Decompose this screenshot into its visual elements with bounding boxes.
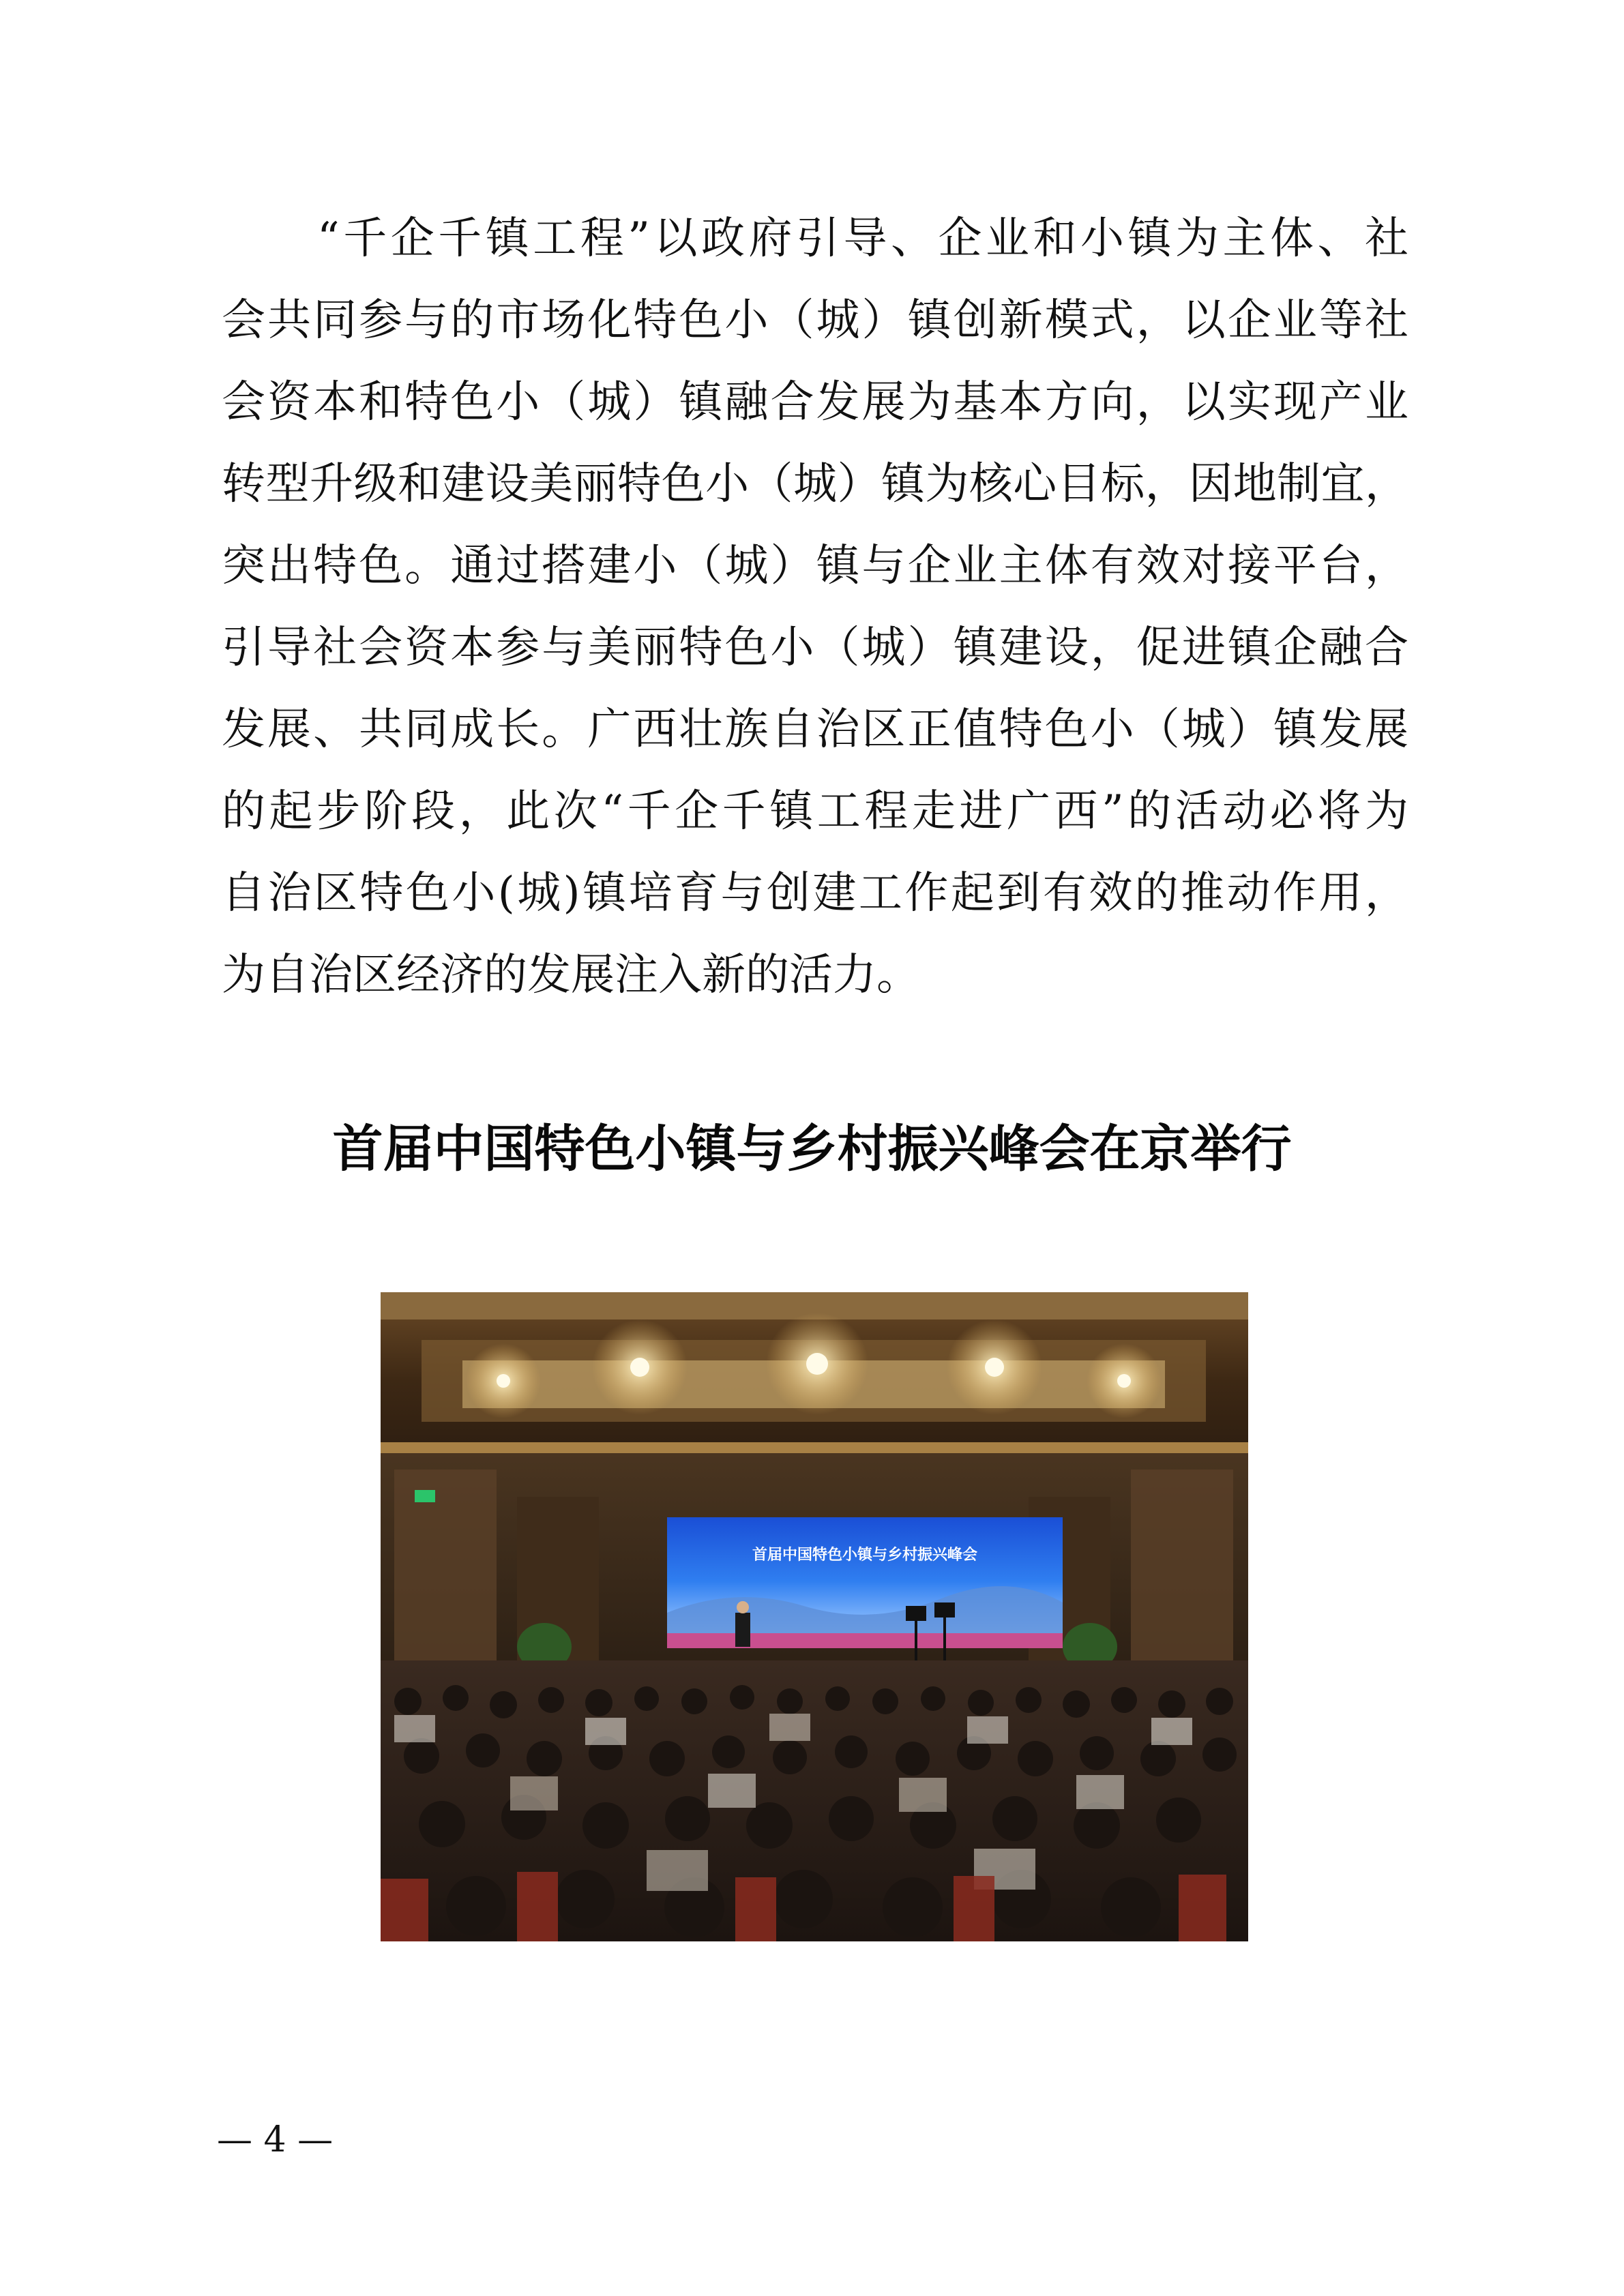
paragraph-line: 自治区特色小(城)镇培育与创建工作起到有效的推动作用，	[222, 868, 1408, 919]
paragraph-line: 的起步阶段，此次“千企千镇工程走进广西”的活动必将为	[222, 786, 1408, 837]
paragraph-line: “千企千镇工程”以政府引导、企业和小镇为主体、社	[317, 213, 1408, 264]
paragraph-line: 发展、共同成长。广西壮族自治区正值特色小（城）镇发展	[222, 704, 1408, 755]
paragraph-line: 引导社会资本参与美丽特色小（城）镇建设，促进镇企融合	[222, 623, 1408, 673]
paragraph-line: 为自治区经济的发展注入新的活力。	[222, 950, 920, 1000]
article-paragraph	[222, 198, 1408, 1016]
paragraph-line: 会共同参与的市场化特色小（城）镇创新模式，以企业等社	[222, 295, 1408, 346]
section-title: 首届中国特色小镇与乡村振兴峰会在京举行	[332, 1120, 1292, 1178]
stage-screen-title: 首届中国特色小镇与乡村振兴峰会	[752, 1547, 978, 1564]
paragraph-line: 转型升级和建设美丽特色小（城）镇为核心目标，因地制宜，	[222, 459, 1408, 509]
exit-sign	[415, 1490, 435, 1502]
paragraph-line: 突出特色。通过搭建小（城）镇与企业主体有效对接平台，	[222, 541, 1408, 591]
conference-photo-illustration	[381, 1292, 1248, 1941]
paragraph-line: 会资本和特色小（城）镇融合发展为基本方向，以实现产业	[222, 377, 1408, 428]
conference-photo	[381, 1292, 1248, 1941]
page-number: — 4 —	[217, 2119, 334, 2160]
